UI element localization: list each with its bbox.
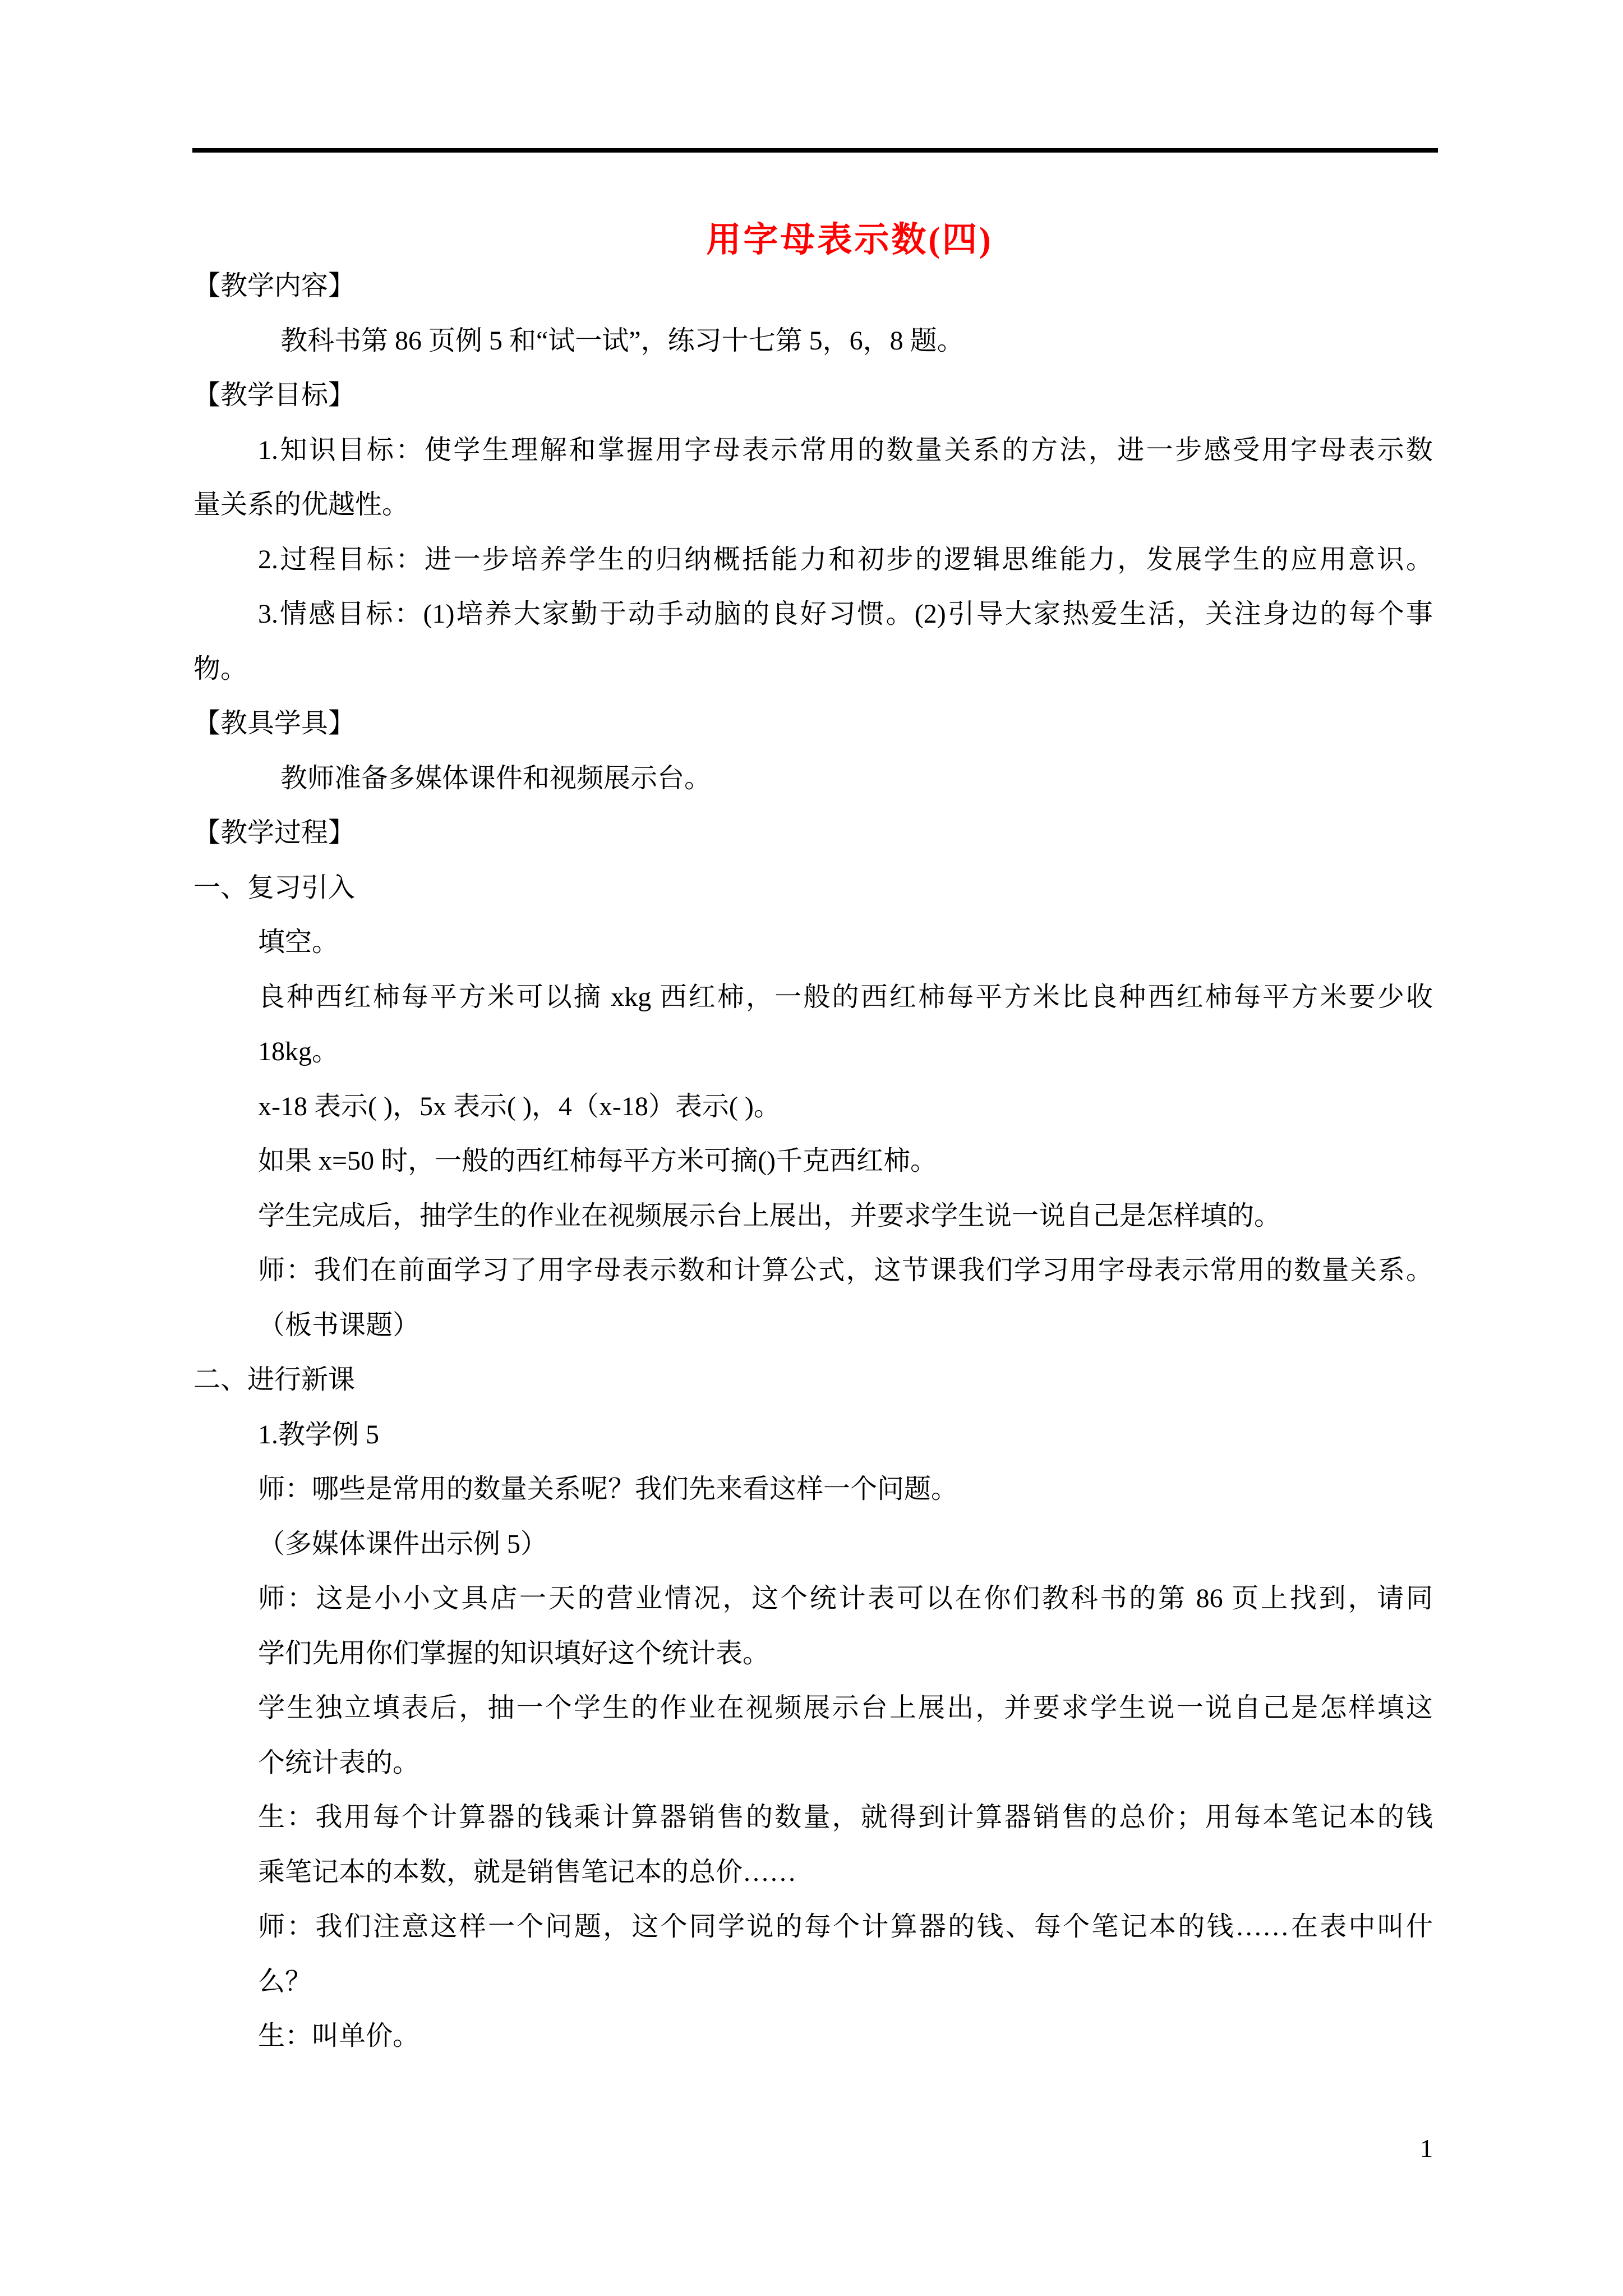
paragraph-line: （板书课题） — [258, 1310, 420, 1340]
list-heading: 二、进行新课 — [193, 1365, 356, 1395]
paragraph-line: 师：我们在前面学习了用字母表示数和计算公式，这节课我们学习用字母表示常用的数量关系。 — [258, 1255, 1433, 1285]
paragraph-line: 填空。 — [258, 927, 339, 957]
paragraph-line: （多媒体课件出示例 5） — [258, 1529, 548, 1559]
paragraph-line: 学生独立填表后，抽一个学生的作业在视频展示台上展出，并要求学生说一说自己是怎样填这 — [258, 1693, 1433, 1723]
paragraph-line: 物。 — [193, 654, 248, 684]
page-number: 1 — [1420, 2134, 1433, 2162]
header-rule — [192, 148, 1438, 153]
paragraph-line: 如果 x=50 时，一般的西红柿每平方米可摘()千克西红柿。 — [258, 1146, 938, 1176]
paragraph-line: 3.情感目标：(1)培养大家勤于动手动脑的良好习惯。(2)引导大家热爱生活，关注身边的每个事 — [258, 599, 1433, 629]
section-heading: 【教学过程】 — [193, 818, 356, 848]
paragraph-line: 学们先用你们掌握的知识填好这个统计表。 — [258, 1638, 770, 1668]
section-heading: 【教具学具】 — [193, 708, 356, 738]
paragraph-line: 个统计表的。 — [258, 1747, 420, 1778]
paragraph-line: 教科书第 86 页例 5 和“试一试”，练习十七第 5，6，8 题。 — [280, 325, 964, 356]
paragraph-line: 师：这是小小文具店一天的营业情况，这个统计表可以在你们教科书的第 86 页上找到，请同 — [258, 1584, 1433, 1613]
paragraph-line: x-18 表示( )，5x 表示( )，4（x-18）表示( )。 — [258, 1091, 781, 1121]
paragraph-line: 1.教学例 5 — [258, 1419, 380, 1450]
paragraph-line: 师：哪些是常用的数量关系呢？我们先来看这样一个问题。 — [258, 1474, 958, 1504]
paragraph-line: 量关系的优越性。 — [193, 490, 409, 519]
paragraph-line: 1.知识目标：使学生理解和掌握用字母表示常用的数量关系的方法，进一步感受用字母表示数 — [258, 435, 1433, 465]
paragraph-line: 2.过程目标：进一步培养学生的归纳概括能力和初步的逻辑思维能力，发展学生的应用意识。 — [258, 544, 1433, 574]
section-heading: 【教学内容】 — [193, 271, 356, 301]
paragraph-line: 生：叫单价。 — [258, 2021, 420, 2051]
paragraph-line: 教师准备多媒体课件和视频展示台。 — [280, 763, 712, 793]
paragraph-line: 生：我用每个计算器的钱乘计算器销售的数量，就得到计算器销售的总价；用每本笔记本的钱 — [258, 1802, 1433, 1832]
paragraph-line: 18kg。 — [258, 1037, 339, 1066]
document-title: 用字母表示数(四) — [706, 221, 993, 259]
paragraph-line: 学生完成后，抽学生的作业在视频展示台上展出，并要求学生说一说自己是怎样填的。 — [258, 1200, 1281, 1231]
paragraph-line: 乘笔记本的本数，就是销售笔记本的总价…… — [258, 1857, 797, 1887]
paragraph-line: 么？ — [258, 1966, 312, 1996]
section-heading: 【教学目标】 — [193, 380, 356, 410]
paragraph-line: 师：我们注意这样一个问题，这个同学说的每个计算器的钱、每个笔记本的钱……在表中叫什 — [258, 1912, 1433, 1941]
document-body — [193, 259, 1433, 2064]
list-heading: 一、复习引入 — [193, 872, 356, 903]
paragraph-line: 良种西红柿每平方米可以摘 xkg 西红柿，一般的西红柿每平方米比良种西红柿每平方米要少收 — [258, 982, 1433, 1012]
